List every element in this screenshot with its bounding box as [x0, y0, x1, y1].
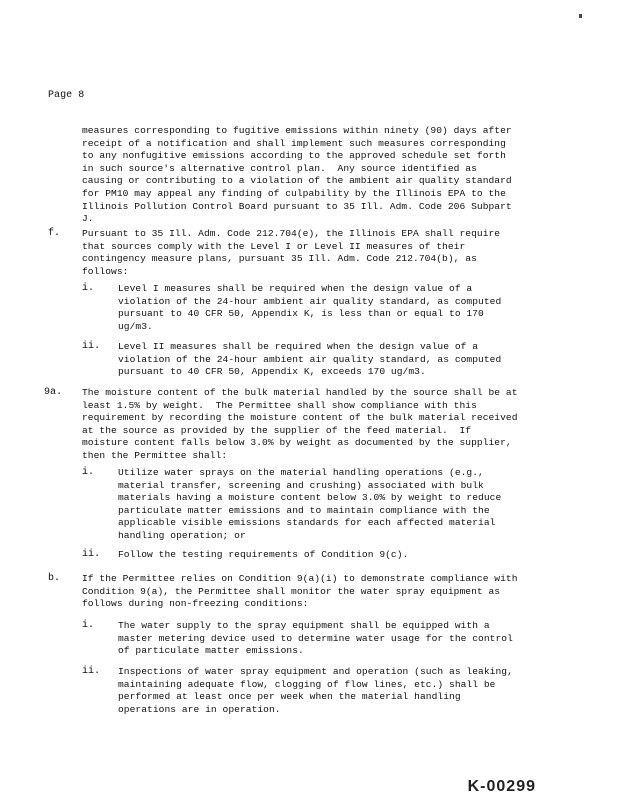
section-b-ii-label: ii. [82, 666, 101, 677]
paragraph-continuation: measures corresponding to fugitive emissions within ninety (90) days after receipt of a notification and shall implement such measures corresponding to any nonfugitive emissions according to the approved schedule set forth in such source's alternative control plan. Any source identified as causing or contributing to a violation of the ambient air quality standard for PM10 may appeal any finding of culpability by the Illinois EPA to the Illinois Pollution Control Board pursuant to 35 Ill. Adm. Code 206 Subpart J. [82, 125, 518, 225]
section-9a-text: The moisture content of the bulk material handled by the source shall be at least 1.5% by weight. The Permittee shall show compliance with this requirement by recording the moisture content of the bulk material received at the source as provided by the supplier of the feed material. If moisture content falls below 3.0% by weight as documented by the supplier, then the Permittee shall: [82, 387, 524, 461]
page-number: Page 8 [48, 90, 85, 101]
section-9a-label: 9a. [44, 387, 63, 398]
corner-mark [579, 14, 582, 18]
bates-stamp: K-00299 [467, 778, 536, 795]
section-f-i-label: i. [82, 283, 95, 294]
section-b-label: b. [48, 573, 61, 584]
section-9a-ii-text: Follow the testing requirements of Condition 9(c). [118, 549, 409, 560]
section-b-i-label: i. [82, 620, 95, 631]
section-b-i-text: The water supply to the spray equipment shall be equipped with a master metering device used to determine water usage for the control of particulate matter emissions. [118, 620, 519, 657]
section-9a-ii-label: ii. [82, 549, 101, 560]
section-9a-i-label: i. [82, 467, 95, 478]
section-f-label: f. [48, 228, 61, 239]
section-9a-i-text: Utilize water sprays on the material handling operations (e.g., material transfer, screening and crushing) associated with bulk materials having a moisture content below 3.0% by weight to reduce particulate matter emissions and to maintain compliance with the applicable visible emissions standards for each affected material handling operation; or [118, 467, 508, 541]
section-f-text: Pursuant to 35 Ill. Adm. Code 212.704(e), the Illinois EPA shall require that sources comply with the Level I or Level II measures of their contingency measure plans, pursuant 35 Ill. Adm. Code 212.704(b), as follows: [82, 228, 506, 277]
section-b-text: If the Permittee relies on Condition 9(a)(i) to demonstrate compliance with Condition 9(a), the Permittee shall monitor the water spray equipment as follows during non-freezing conditions: [82, 573, 524, 610]
section-b-ii-text: Inspections of water spray equipment and operation (such as leaking, maintaining adequate flow, clogging of flow lines, etc.) shall be performed at least once per week when the material handling operations are in operation. [118, 666, 519, 715]
section-f-ii-text: Level II measures shall be required when the design value of a violation of the 24-hour ambient air quality standard, as computed pursuant to 40 CFR 50, Appendix K, exceeds 170 ug/m3. [118, 341, 508, 378]
section-f-ii-label: ii. [82, 341, 101, 352]
section-f-i-text: Level I measures shall be required when the design value of a violation of the 24-hour ambient air quality standard, as computed pursuant to 40 CFR 50, Appendix K, is less than or equal to 170 ug/m3. [118, 283, 508, 332]
